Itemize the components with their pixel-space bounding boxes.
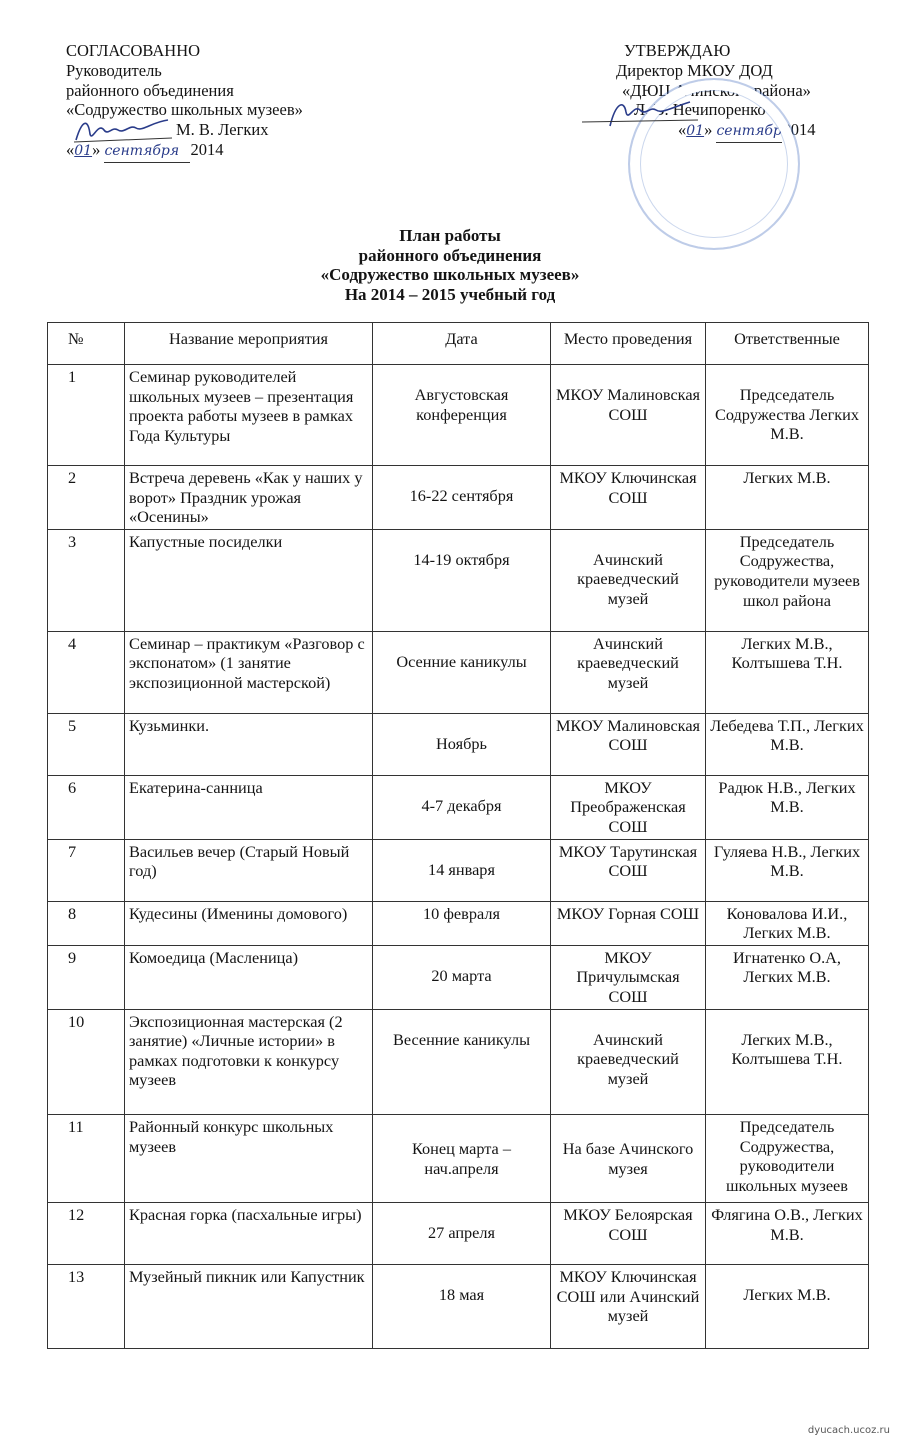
date-month-handwritten: сентября xyxy=(716,122,782,143)
table-row xyxy=(48,365,869,466)
row-date: 4-7 декабря xyxy=(373,775,551,839)
row-number: 4 xyxy=(48,631,125,713)
row-date: 16-22 сентября xyxy=(373,466,551,530)
table-row xyxy=(48,901,869,945)
approval-left-position-2: районного объединения xyxy=(66,80,234,100)
row-event: Семинар – практикум «Разговор с экспонатом» (1 занятие экспозиционной мастерской) xyxy=(125,631,373,713)
approval-right-position: Директор МКОУ ДОД xyxy=(616,60,773,80)
table-row xyxy=(48,1115,869,1203)
date-year: 2014 xyxy=(190,139,224,159)
row-responsible: Председатель Содружества, руководители музеев школ района xyxy=(706,529,869,631)
row-event: Комоедица (Масленица) xyxy=(125,945,373,1009)
plan-table-continued xyxy=(47,1114,869,1349)
row-event: Районный конкурс школьных музеев xyxy=(125,1115,373,1203)
row-place: МКОУ Преображенская СОШ xyxy=(551,775,706,839)
table-row xyxy=(48,631,869,713)
table-row xyxy=(48,945,869,1009)
row-number: 6 xyxy=(48,775,125,839)
table-row xyxy=(48,713,869,775)
site-watermark: dyucach.ucoz.ru xyxy=(807,1425,890,1436)
approval-left-position: Руководитель xyxy=(66,60,162,80)
row-event: Музейный пикник или Капустник xyxy=(125,1265,373,1349)
date-month-handwritten: сентября xyxy=(104,142,190,163)
table-row xyxy=(48,1203,869,1265)
approval-right-organization: «ДЮЦ Ачинского района» xyxy=(622,80,811,100)
row-responsible: Гуляева Н.В., Легких М.В. xyxy=(706,839,869,901)
row-number: 2 xyxy=(48,466,125,530)
header-responsible: Ответственные xyxy=(706,323,869,365)
table-row xyxy=(48,839,869,901)
row-responsible: Легких М.В. xyxy=(706,466,869,530)
row-responsible: Радюк Н.В., Легких М.В. xyxy=(706,775,869,839)
row-place: МКОУ Малиновская СОШ xyxy=(551,365,706,466)
row-place: Ачинский краеведческий музей xyxy=(551,631,706,713)
approval-left-organization: «Содружество школьных музеев» xyxy=(66,100,303,120)
row-event: Екатерина-санница xyxy=(125,775,373,839)
date-day-handwritten: 01 xyxy=(686,123,705,140)
row-event: Кузьминки. xyxy=(125,713,373,775)
row-responsible: Лебедева Т.П., Легких М.В. xyxy=(706,713,869,775)
table-row xyxy=(48,1009,869,1114)
row-place: МКОУ Причулымская СОШ xyxy=(551,945,706,1009)
approval-right-name: Л. В. Нечипоренко xyxy=(634,100,766,120)
row-date: 14-19 октября xyxy=(373,529,551,631)
row-event: Встреча деревень «Как у наших у ворот» Праздник урожая «Осенины» xyxy=(125,466,373,530)
date-year: 2014 xyxy=(782,120,816,140)
header-event-name: Название мероприятия xyxy=(125,323,373,365)
row-event: Васильев вечер (Старый Новый год) xyxy=(125,839,373,901)
table-row xyxy=(48,1265,869,1349)
row-responsible: Коновалова И.И., Легких М.В. xyxy=(706,901,869,945)
signature-left xyxy=(72,112,182,148)
row-place: МКОУ Белоярская СОШ xyxy=(551,1203,706,1265)
row-event: Кудесины (Именины домового) xyxy=(125,901,373,945)
row-place: МКОУ Горная СОШ xyxy=(551,901,706,945)
row-number: 1 xyxy=(48,365,125,466)
row-place: Ачинский краеведческий музей xyxy=(551,1009,706,1114)
row-event: Экспозиционная мастерская (2 занятие) «Личные истории» в рамках подготовки к конкурсу музеев xyxy=(125,1009,373,1114)
row-responsible: Флягина О.В., Легких М.В. xyxy=(706,1203,869,1265)
row-event: Семинар руководителей школьных музеев – презентация проекта работы музеев в рамках Года Культуры xyxy=(125,365,373,466)
title-line-3: «Содружество школьных музеев» xyxy=(320,265,580,285)
header-place: Место проведения xyxy=(551,323,706,365)
plan-table xyxy=(47,322,869,1115)
row-responsible: Председатель Содружества Легких М.В. xyxy=(706,365,869,466)
approval-left-name: М. В. Легких xyxy=(176,120,269,140)
row-responsible: Легких М.В., Колтышева Т.Н. xyxy=(706,1009,869,1114)
approval-left-heading: СОГЛАСОВАННО xyxy=(66,41,201,60)
title-line-1: План работы xyxy=(399,226,501,245)
row-responsible: Легких М.В. xyxy=(706,1265,869,1349)
row-number: 12 xyxy=(48,1203,125,1265)
row-place: МКОУ Ключинская СОШ или Ачинский музей xyxy=(551,1265,706,1349)
row-number: 10 xyxy=(48,1009,125,1114)
row-place: МКОУ Ключинская СОШ xyxy=(551,466,706,530)
row-event: Красная горка (пасхальные игры) xyxy=(125,1203,373,1265)
header-number: № xyxy=(48,323,125,365)
row-responsible: Легких М.В., Колтышева Т.Н. xyxy=(706,631,869,713)
row-date: Августовская конференция xyxy=(373,365,551,466)
date-close-quote: » xyxy=(92,139,101,159)
row-place: На базе Ачинского музея xyxy=(551,1115,706,1203)
row-place: МКОУ Малиновская СОШ xyxy=(551,713,706,775)
signature-right xyxy=(580,96,700,132)
row-responsible: Председатель Содружества, руководители школьных музеев xyxy=(706,1115,869,1203)
approval-right-heading: УТВЕРЖДАЮ xyxy=(624,41,731,60)
row-date: 14 января xyxy=(373,839,551,901)
row-date: 20 марта xyxy=(373,945,551,1009)
row-event: Капустные посиделки xyxy=(125,529,373,631)
title-line-4: На 2014 – 2015 учебный год xyxy=(344,284,556,304)
table-row xyxy=(48,529,869,631)
date-close-quote: » xyxy=(704,120,713,140)
row-date: Конец марта – нач.апреля xyxy=(373,1115,551,1203)
row-date: 27 апреля xyxy=(373,1203,551,1265)
header-date: Дата xyxy=(373,323,551,365)
table-row xyxy=(48,466,869,530)
row-responsible: Игнатенко О.А, Легких М.В. xyxy=(706,945,869,1009)
document-title xyxy=(0,226,900,304)
row-number: 3 xyxy=(48,529,125,631)
row-number: 13 xyxy=(48,1265,125,1349)
row-number: 8 xyxy=(48,901,125,945)
row-date: 10 февраля xyxy=(373,901,551,945)
row-date: Весенние каникулы xyxy=(373,1009,551,1114)
row-place: МКОУ Тарутинская СОШ xyxy=(551,839,706,901)
table-row xyxy=(48,775,869,839)
row-date: Ноябрь xyxy=(373,713,551,775)
row-place: Ачинский краеведческий музей xyxy=(551,529,706,631)
date-open-quote: « xyxy=(66,139,75,159)
row-date: Осенние каникулы xyxy=(373,631,551,713)
row-number: 5 xyxy=(48,713,125,775)
row-date: 18 мая xyxy=(373,1265,551,1349)
row-number: 9 xyxy=(48,945,125,1009)
date-day-handwritten: 01 xyxy=(74,142,93,159)
title-line-2: районного объединения xyxy=(358,245,542,265)
table-header-row xyxy=(48,323,869,365)
date-open-quote: « xyxy=(678,120,687,140)
row-number: 11 xyxy=(48,1115,125,1203)
row-number: 7 xyxy=(48,839,125,901)
